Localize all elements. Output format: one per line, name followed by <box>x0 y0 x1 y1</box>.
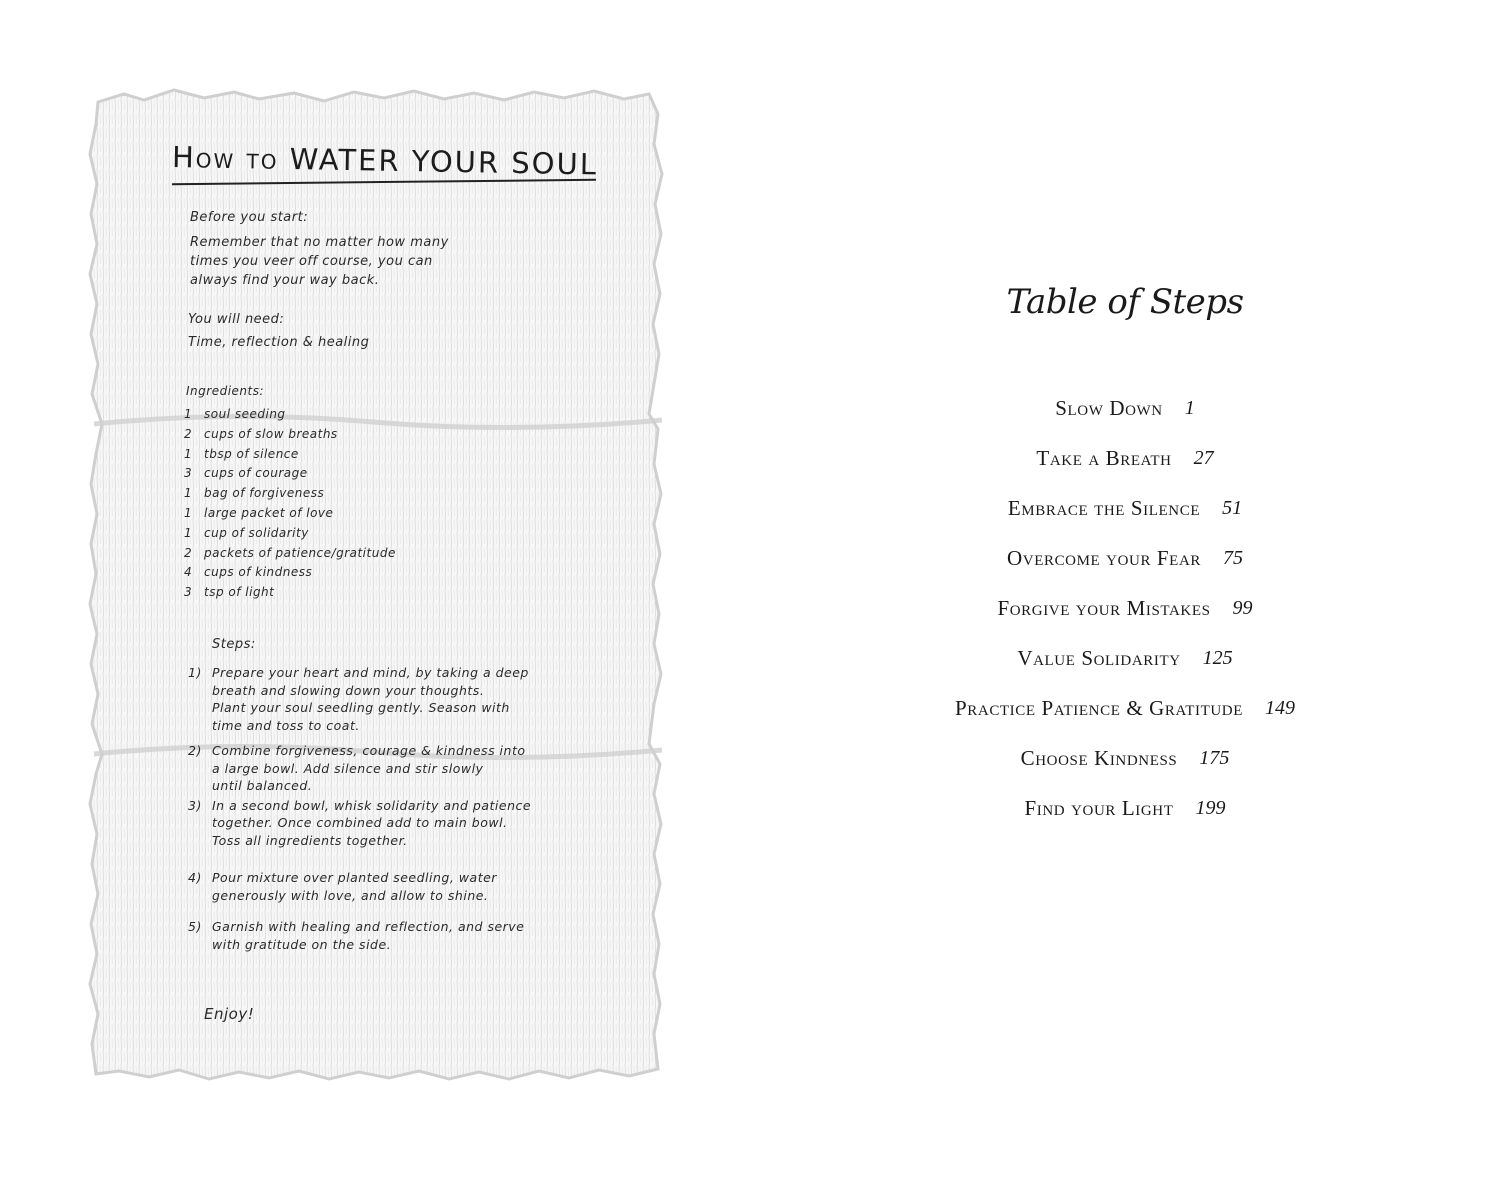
toc-entry-page: 175 <box>1199 746 1230 769</box>
ingredient-qty: 1 <box>184 505 193 520</box>
toc-entry <box>900 683 1350 733</box>
toc-entry-label: Find your Light <box>1024 795 1174 820</box>
toc-entry-page: 27 <box>1193 446 1214 469</box>
step-text: In a second bowl, whisk solidarity and patience together. Once combined add to main bowl. Toss all ingredients together. <box>212 797 532 848</box>
ingredient-name: cups of courage <box>204 466 308 481</box>
step-number: 2) <box>188 743 202 758</box>
toc-entry-label: Slow Down <box>1055 395 1163 420</box>
toc-entry-page: 99 <box>1232 596 1253 619</box>
toc-entry <box>900 433 1350 483</box>
toc-entry-label: Take a Breath <box>1036 445 1172 470</box>
before-heading: Before you start: <box>190 210 309 225</box>
toc-entry-page: 199 <box>1195 796 1226 819</box>
steps-list <box>188 664 531 953</box>
ingredient-qty: 1 <box>184 525 193 540</box>
ingredient-item <box>184 563 396 583</box>
ingredient-name: cups of slow breaths <box>204 426 338 441</box>
before-text: Remember that no matter how many times you veer off course, you can always find your way back. <box>190 235 449 288</box>
toc-entry-label: Forgive your Mistakes <box>997 595 1211 620</box>
ingredient-qty: 1 <box>184 407 193 421</box>
step-number: 1) <box>188 665 202 680</box>
step-item <box>188 918 531 953</box>
ingredient-item <box>184 504 396 524</box>
step-number: 3) <box>188 797 202 813</box>
step-item <box>188 664 531 734</box>
toc-list <box>900 383 1350 833</box>
ingredient-name: cup of solidarity <box>204 525 309 540</box>
toc-entry-label: Choose Kindness <box>1020 745 1178 770</box>
step-text: Pour mixture over planted seedling, water generously with love, and allow to shine. <box>212 870 497 903</box>
step-item <box>188 742 531 795</box>
step-text: Combine forgiveness, courage & kindness into a large bowl. Add silence and stir slowly until balanced. <box>212 743 526 793</box>
ingredient-item <box>184 544 396 564</box>
step-number: 5) <box>188 919 202 934</box>
ingredient-name: cups of kindness <box>204 565 313 580</box>
toc-entry-page: 75 <box>1223 546 1243 569</box>
ingredient-qty: 1 <box>184 446 193 461</box>
toc-entry <box>900 483 1350 533</box>
step-item <box>188 797 531 850</box>
recipe-card <box>84 84 668 1084</box>
step-number: 4) <box>188 870 202 885</box>
toc-entry <box>900 783 1350 833</box>
toc-entry <box>900 383 1350 433</box>
ingredient-qty: 3 <box>184 585 193 600</box>
toc-entry <box>900 583 1350 633</box>
toc-entry-page: 125 <box>1202 646 1233 669</box>
ingredient-name: tsp of light <box>204 585 275 600</box>
toc-title: Table of Steps <box>1006 282 1244 322</box>
recipe-title: How to WATER YOUR SOUL <box>171 140 599 182</box>
toc-entry-page: 149 <box>1265 696 1295 719</box>
ingredient-qty: 1 <box>184 486 193 501</box>
toc-entry-label: Value Solidarity <box>1017 645 1181 670</box>
ingredient-qty: 4 <box>184 565 193 580</box>
ingredient-qty: 2 <box>184 545 193 560</box>
closing-text: Enjoy! <box>204 1005 255 1023</box>
toc-entry-label: Overcome your Fear <box>1007 545 1201 570</box>
ingredient-item <box>184 484 396 504</box>
ingredient-name: soul seeding <box>204 407 286 421</box>
toc-entry <box>900 633 1350 683</box>
ingredient-name: large packet of love <box>204 505 334 520</box>
need-heading: You will need: <box>188 312 285 327</box>
ingredient-name: tbsp of silence <box>204 446 299 461</box>
toc-entry <box>900 733 1350 783</box>
steps-heading: Steps: <box>212 637 256 652</box>
ingredient-item <box>184 524 396 544</box>
step-text: Prepare your heart and mind, by taking a deep breath and slowing down your thoughts. Plant your soul seedling gently. Season with time and toss to coat. <box>212 665 529 733</box>
ingredient-qty: 3 <box>184 466 193 481</box>
need-text: Time, reflection & healing <box>188 335 370 350</box>
toc-entry <box>900 533 1350 583</box>
toc-entry-page: 51 <box>1222 496 1243 519</box>
ingredients-list <box>184 405 396 603</box>
ingredient-item <box>184 583 396 603</box>
ingredients-heading: Ingredients: <box>186 384 265 398</box>
step-item <box>188 869 531 904</box>
ingredient-name: bag of forgiveness <box>204 486 325 501</box>
step-text: Garnish with healing and reflection, and serve with gratitude on the side. <box>212 919 525 952</box>
toc-entry-page: 1 <box>1184 396 1195 419</box>
ingredient-qty: 2 <box>184 426 193 441</box>
ingredient-item <box>184 425 396 445</box>
ingredient-item <box>184 464 396 484</box>
ingredient-item <box>184 405 396 425</box>
ingredient-name: packets of patience/gratitude <box>204 545 396 560</box>
toc-entry-label: Practice Patience & Gratitude <box>955 695 1243 720</box>
ingredient-item <box>184 445 396 465</box>
toc-entry-label: Embrace the Silence <box>1007 495 1201 520</box>
